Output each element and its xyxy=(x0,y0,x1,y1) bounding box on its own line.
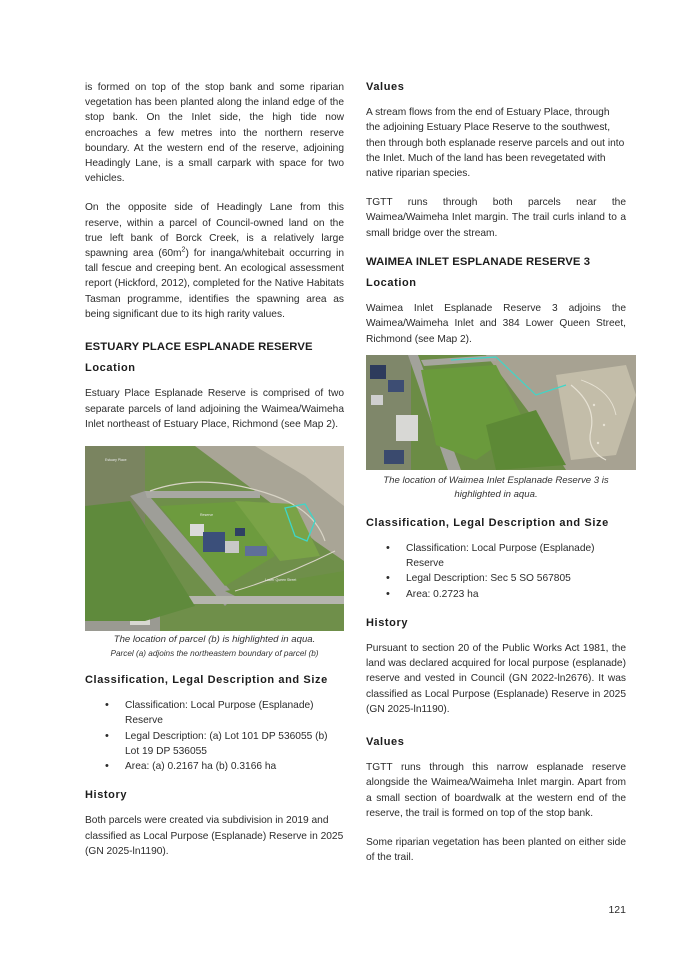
svg-text:Estuary Place: Estuary Place xyxy=(105,458,127,463)
superscript-2: 2 xyxy=(181,246,186,254)
list-item-legal-description: • Legal Description: (a) Lot 101 DP 536055 (b) Lot 19 DP 536055 xyxy=(125,729,344,759)
location-heading-2: Location xyxy=(366,277,417,290)
location-text-2: Waimea Inlet Esplanade Reserve 3 adjoins the Waimea/Waimeha Inlet and 384 Lower Queen Street, Richmond (see Map 2). xyxy=(366,303,626,345)
waimea-inlet-aerial-map xyxy=(366,355,636,470)
list-item-legal-description-2: • Legal Description: Sec 5 SO 567805 xyxy=(406,571,626,586)
classification-heading: Classification, Legal Description and Size xyxy=(85,674,328,687)
list-item-classification: • Classification: Local Purpose (Esplanade) Reserve xyxy=(125,698,344,728)
left-column xyxy=(85,80,344,873)
estuary-place-aerial-map xyxy=(85,446,344,631)
caption-line-2: Parcel (a) adjoins the northeastern boundary of parcel (b) xyxy=(110,649,319,659)
intro-paragraph: is formed on top of the stop bank and some riparian vegetation has been planted along the inland edge of the stop bank. On the Inlet side, the high tide now encroaches a few metres into the northern reserve boundary. At the western end of the reserve, adjoining Headingly Lane, is a small carpark with space for two vehicles. xyxy=(85,82,344,185)
estuary-map-caption xyxy=(85,633,344,661)
spawning-text-2: ) for inanga/whitebait occurring in tall fescue and creeping bent. An ecological assessment report (Hickford, 2012), completed for the Native Habitats Tasman programme, identifies the spawning area as being significant due to its high rarity values. xyxy=(85,248,344,320)
values-heading-2: Values xyxy=(366,736,405,749)
history-heading: History xyxy=(85,789,128,802)
page-number: 121 xyxy=(608,904,626,916)
classification-heading-2: Classification, Legal Description and Size xyxy=(366,516,609,529)
spawning-paragraph xyxy=(85,200,344,322)
values-heading: Values xyxy=(366,81,405,93)
values2-text-1: TGTT runs through this narrow esplanade reserve alongside the Waimea/Waimeha Inlet margin. Apart from a small section of boardwalk at the western end of the reserve, the trail is formed on top of the stop bank. xyxy=(366,762,626,819)
svg-text:Reserve: Reserve xyxy=(200,513,214,518)
list-item-area: • Area: (a) 0.2167 ha (b) 0.3166 ha xyxy=(125,759,344,774)
right-column xyxy=(366,80,626,880)
svg-text:Lower Queen Street: Lower Queen Street xyxy=(265,578,297,583)
list-item-classification-2: • Classification: Local Purpose (Esplanade) Reserve xyxy=(406,541,626,571)
section-title-waimea-inlet: WAIMEA INLET ESPLANADE RESERVE 3 xyxy=(366,255,591,268)
waimea-map-caption: The location of Waimea Inlet Esplanade Reserve 3 is highlighted in aqua. xyxy=(383,474,609,500)
history-heading-2: History xyxy=(366,616,409,629)
values2-text-2: Some riparian vegetation has been planted on either side of the trail. xyxy=(366,837,626,864)
list-item-area-2: • Area: 0.2723 ha xyxy=(406,587,626,602)
section-title-estuary-place: ESTUARY PLACE ESPLANADE RESERVE xyxy=(85,341,313,354)
spawning-text-1: On the opposite side of Headingly Lane from this reserve, within a parcel of Council-owned land on the true left bank of Borck Creek, is a relatively large spawning area (60m xyxy=(85,202,344,260)
classification-list xyxy=(85,698,344,774)
history-text: Both parcels were created via subdivision in 2019 and classified as Local Purpose (Esplanade) Reserve in 2025 (GN 2025-ln1190). xyxy=(85,815,344,857)
location-text: Estuary Place Esplanade Reserve is comprised of two separate parcels of land adjoining the Waimea/Waimeha Inlet northeast of Estuary Place, Richmond (see Map 2). xyxy=(85,388,344,430)
classification-list-2 xyxy=(366,541,626,602)
location-heading: Location xyxy=(85,362,136,375)
values-text-1: A stream flows from the end of Estuary Place, through the adjoining Estuary Place Reserve to the southwest, then through both esplanade reserve parcels and out into the Inlet. Much of the land has been revegetated with native riparian species. xyxy=(366,107,625,180)
caption-line-1: The location of parcel (b) is highlighted in aqua. xyxy=(113,634,316,646)
history-text-2: Pursuant to section 20 of the Public Works Act 1981, the land was declared acquired for local purpose (esplanade) reserve and vested in Council (GN 2022-ln2676). It was classified as Local Purpose (Esplanade) Reserve in 2025 (GN 2025-ln1190). xyxy=(366,643,626,715)
values-text-2: TGTT runs through both parcels near the Waimea/Waimeha Inlet margin. The trail curls inland to a small bridge over the stream. xyxy=(366,197,626,239)
